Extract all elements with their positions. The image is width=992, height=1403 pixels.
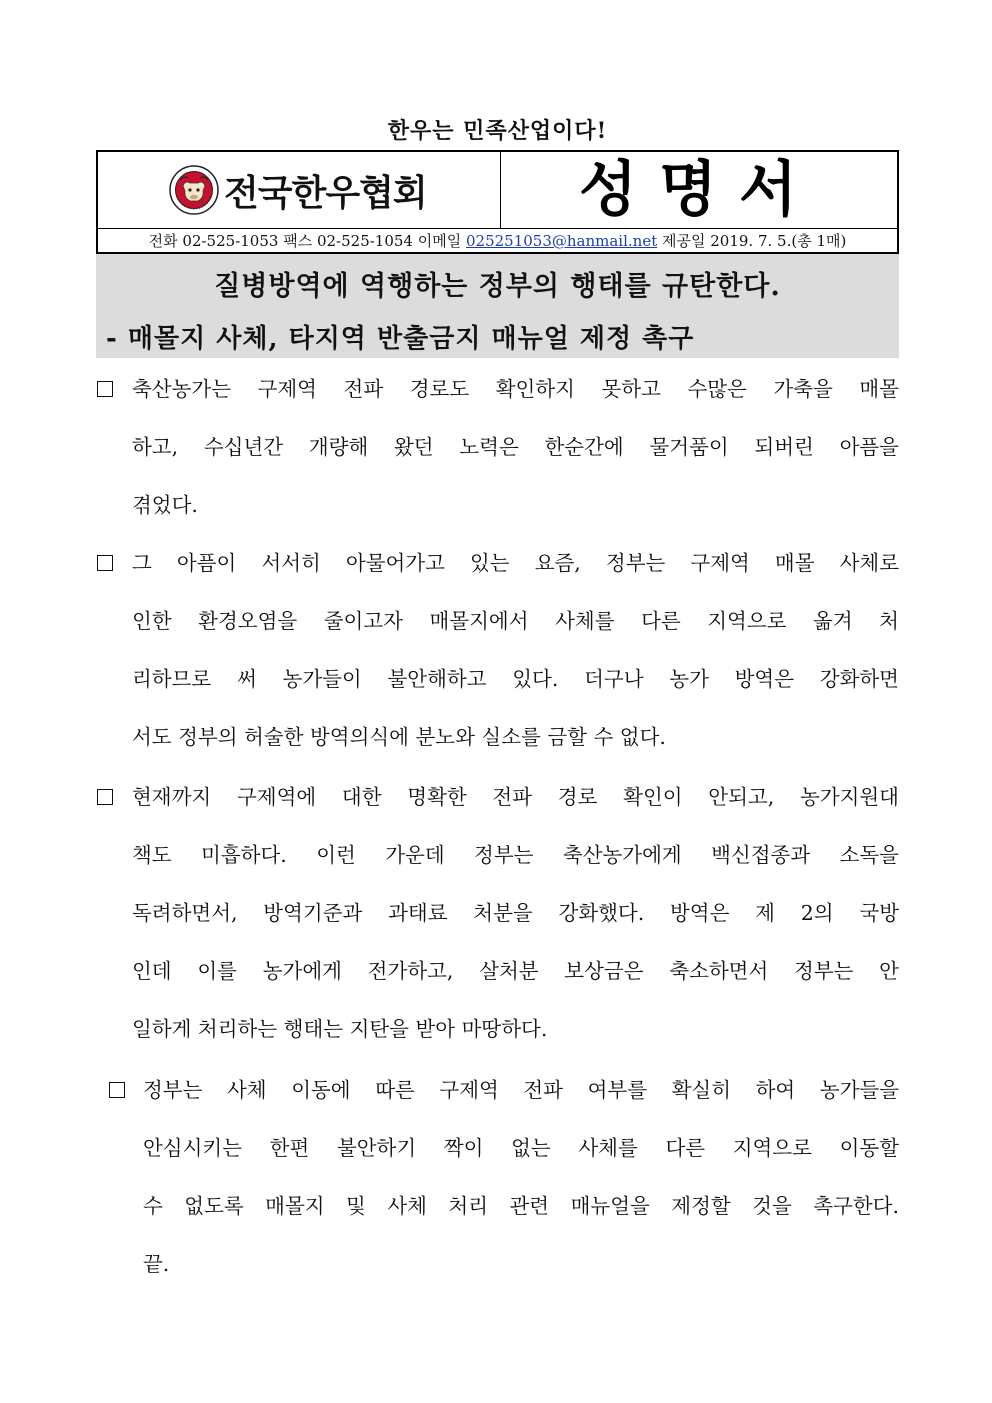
statement-paragraph	[96, 1073, 899, 1283]
checkbox-bullet-icon	[97, 789, 113, 805]
title-block	[96, 254, 899, 358]
email-link[interactable]: 025251053@hanmail.net	[465, 232, 658, 250]
statement-header	[96, 150, 899, 254]
org-name: 전국한우협회	[224, 172, 427, 214]
paragraph-line: 책도 미흡하다. 이런 가운데 정부는 축산농가에게 백신접종과 소독을	[132, 843, 899, 867]
statement-paragraph	[96, 372, 899, 522]
checkbox-bullet-icon	[97, 555, 113, 571]
paragraph-line: 끝.	[143, 1252, 170, 1276]
paragraph-line: 독려하면서, 방역기준과 과태료 처분을 강화했다. 방역은 제 2의 국방	[132, 901, 899, 925]
contact-prefix: 전화 02-525-1053 팩스 02-525-1054 이메일	[148, 232, 466, 250]
paragraph-line: 겪었다.	[132, 493, 198, 517]
paragraph-line: 안심시키는 한편 불안하기 짝이 없는 사체를 다른 지역으로 이동할	[143, 1136, 899, 1160]
statement-paragraph	[96, 546, 899, 756]
checkbox-bullet-icon	[97, 381, 113, 397]
paragraph-line: 현재까지 구제역에 대한 명확한 전파 경로 확인이 안되고, 농가지원대	[132, 785, 899, 809]
header-top-row	[98, 152, 897, 229]
contact-info	[98, 229, 897, 254]
paragraph-line: 서도 정부의 허술한 방역의식에 분노와 실소를 금할 수 없다.	[132, 725, 666, 749]
paragraph-line: 인한 환경오염을 줄이고자 매몰지에서 사체를 다른 지역으로 옮겨 처	[132, 609, 899, 633]
paragraph-line: 하고, 수십년간 개량해 왔던 노력은 한순간에 물거품이 되버린 아픔을	[132, 435, 899, 459]
paragraph-line: 그 아픔이 서서히 아물어가고 있는 요즘, 정부는 구제역 매몰 사체로	[132, 551, 899, 575]
sub-title: - 매몰지 사체, 타지역 반출금지 매뉴얼 제정 촉구	[106, 324, 695, 354]
hanwoo-association-seal-icon	[168, 164, 220, 216]
statement-paragraph	[96, 780, 899, 1050]
slogan: 한우는 민족산업이다!	[387, 118, 608, 144]
checkbox-bullet-icon	[109, 1082, 125, 1098]
org-logo	[168, 163, 427, 217]
paragraph-line: 수 없도록 매몰지 및 사체 처리 관련 매뉴얼을 제정할 것을 촉구한다.	[143, 1194, 899, 1218]
contact-suffix: 제공일 2019. 7. 5.(총 1매)	[657, 232, 847, 250]
document-type: 성명서	[579, 155, 819, 225]
paragraph-line: 리하므로 써 농가들이 불안해하고 있다. 더구나 농가 방역은 강화하면	[132, 667, 899, 691]
paragraph-line: 정부는 사체 이동에 따른 구제역 전파 여부를 확실히 하여 농가들을	[143, 1078, 899, 1102]
paragraph-line: 일하게 처리하는 행태는 지탄을 받아 마땅하다.	[132, 1017, 548, 1041]
main-title: 질병방역에 역행하는 정부의 행태를 규탄한다.	[214, 271, 781, 302]
paragraph-line: 인데 이를 농가에게 전가하고, 살처분 보상금은 축소하면서 정부는 안	[132, 959, 899, 983]
paragraph-line: 축산농가는 구제역 전파 경로도 확인하지 못하고 수많은 가축을 매몰	[132, 377, 899, 401]
